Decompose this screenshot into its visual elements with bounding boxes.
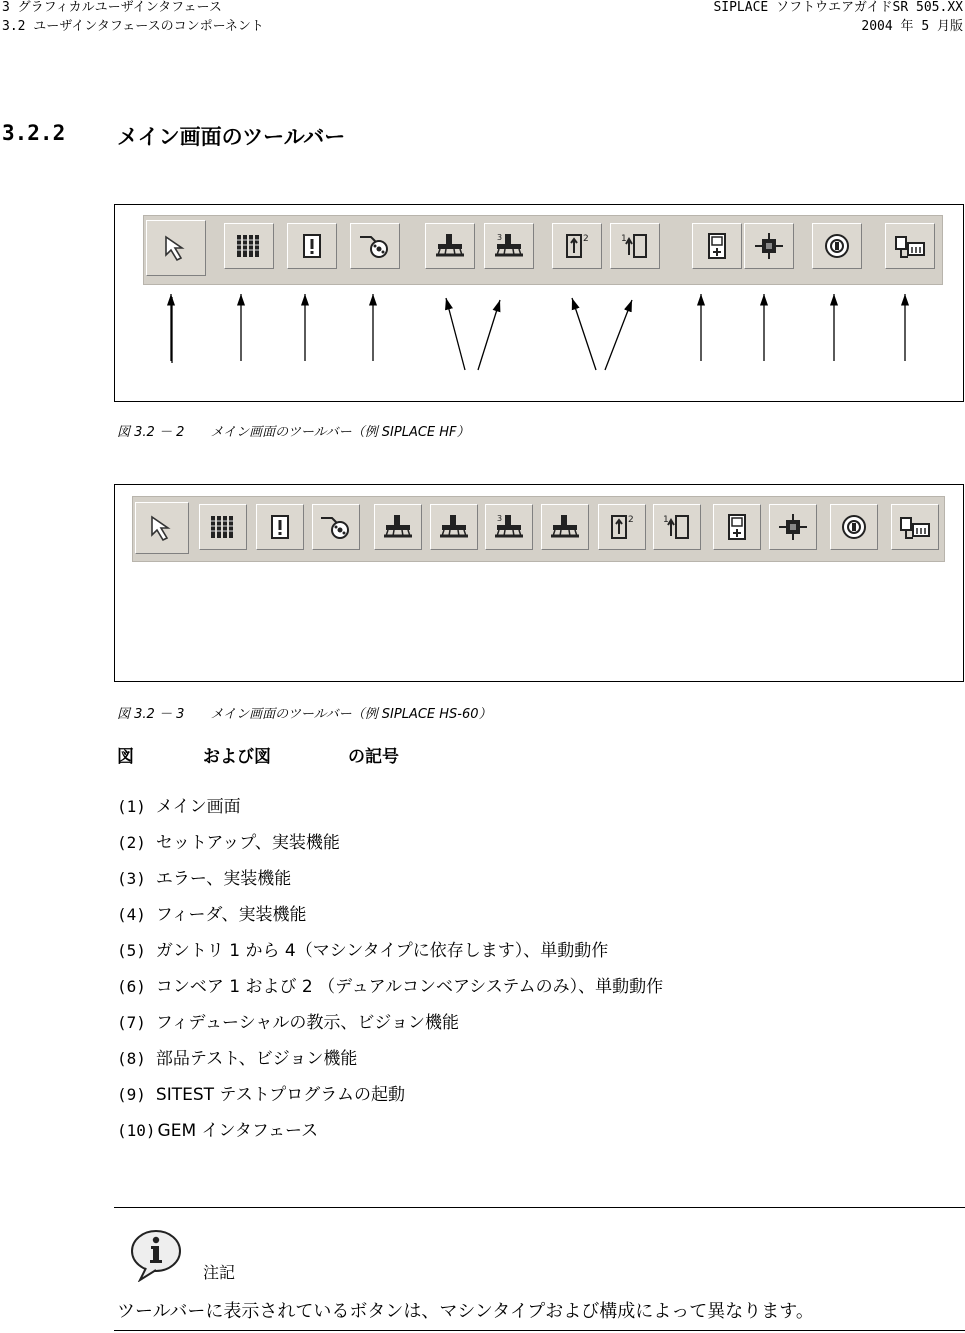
toolbar-hs60 [132,496,945,562]
list-item: (6) コンベア 1 および 2 （デュアルコンベアシステムのみ）、単動動作 [117,977,664,997]
gem-icon[interactable] [891,504,939,550]
list-item: (2) セットアップ、実装機能 [117,833,340,853]
note-bottom-rule [114,1330,965,1331]
gantry-3-icon[interactable] [485,504,533,550]
note-text: ツールバーに表示されているボタンは、マシンタイプおよび構成によって異なります。 [117,1301,814,1322]
legend-heading-symbols: の記号 [348,747,399,767]
callout-arrows-hf [115,205,963,401]
note-label: 注記 [203,1263,236,1282]
figure-toolbar-hf [114,204,964,402]
legend-heading-figure: 図 [117,747,134,767]
header-date: 2004 年 5 月版 [861,19,963,34]
figure-caption-hf: 図 3.2 － 2 メイン画面のツールバー（例 SIPLACE HF） [117,425,470,440]
svg-text:3: 3 [497,514,503,523]
figure-toolbar-hs60 [114,484,964,682]
note-top-rule [114,1207,965,1208]
svg-text:2: 2 [583,234,589,244]
header-doc-title: SIPLACE ソフトウエアガイドSR 505.XX [713,0,963,15]
gantry-4-icon[interactable] [541,504,589,550]
header-chapter: 3 グラフィカルユーザインタフェース [2,0,222,15]
svg-text:3: 3 [497,233,503,242]
list-item: (9) SITEST テストプログラムの起動 [117,1085,406,1105]
list-item: (4) フィーダ、実装機能 [117,905,307,925]
svg-text:2: 2 [628,515,634,525]
list-item: (8) 部品テスト、ビジョン機能 [117,1049,358,1069]
gantry-icon[interactable] [374,504,422,550]
list-item: (1) メイン画面 [117,797,241,817]
legend-heading-and-figure: および図 [203,747,271,767]
figure-caption-hs60: 図 3.2 － 3 メイン画面のツールバー（例 SIPLACE HS-60） [117,707,492,722]
header-section: 3.2 ユーザインタフェースのコンポーネント [2,19,264,34]
list-item: (10) GEM インタフェース [117,1121,319,1141]
section-number: 3.2.2 [2,121,66,145]
feeder-icon[interactable] [312,504,360,550]
list-item: (3) エラー、実装機能 [117,869,292,889]
error-icon[interactable] [256,504,304,550]
section-title: メイン画面のツールバー [117,125,346,149]
conveyor-1-icon[interactable] [653,504,701,550]
svg-text:1: 1 [621,234,627,244]
pointer-icon[interactable] [135,502,189,554]
grid-icon[interactable] [199,504,247,550]
gantry-2-icon[interactable] [430,504,478,550]
sitest-icon[interactable] [830,504,878,550]
component-test-icon[interactable] [769,504,817,550]
conveyor-2-icon[interactable] [598,504,646,550]
fiducial-icon[interactable] [713,504,761,550]
info-icon [126,1228,184,1282]
svg-text:1: 1 [663,515,669,525]
list-item: (7) フィデューシャルの教示、ビジョン機能 [117,1013,460,1033]
list-item: (5) ガントリ 1 から 4（マシンタイプに依存します）、単動動作 [117,941,609,961]
